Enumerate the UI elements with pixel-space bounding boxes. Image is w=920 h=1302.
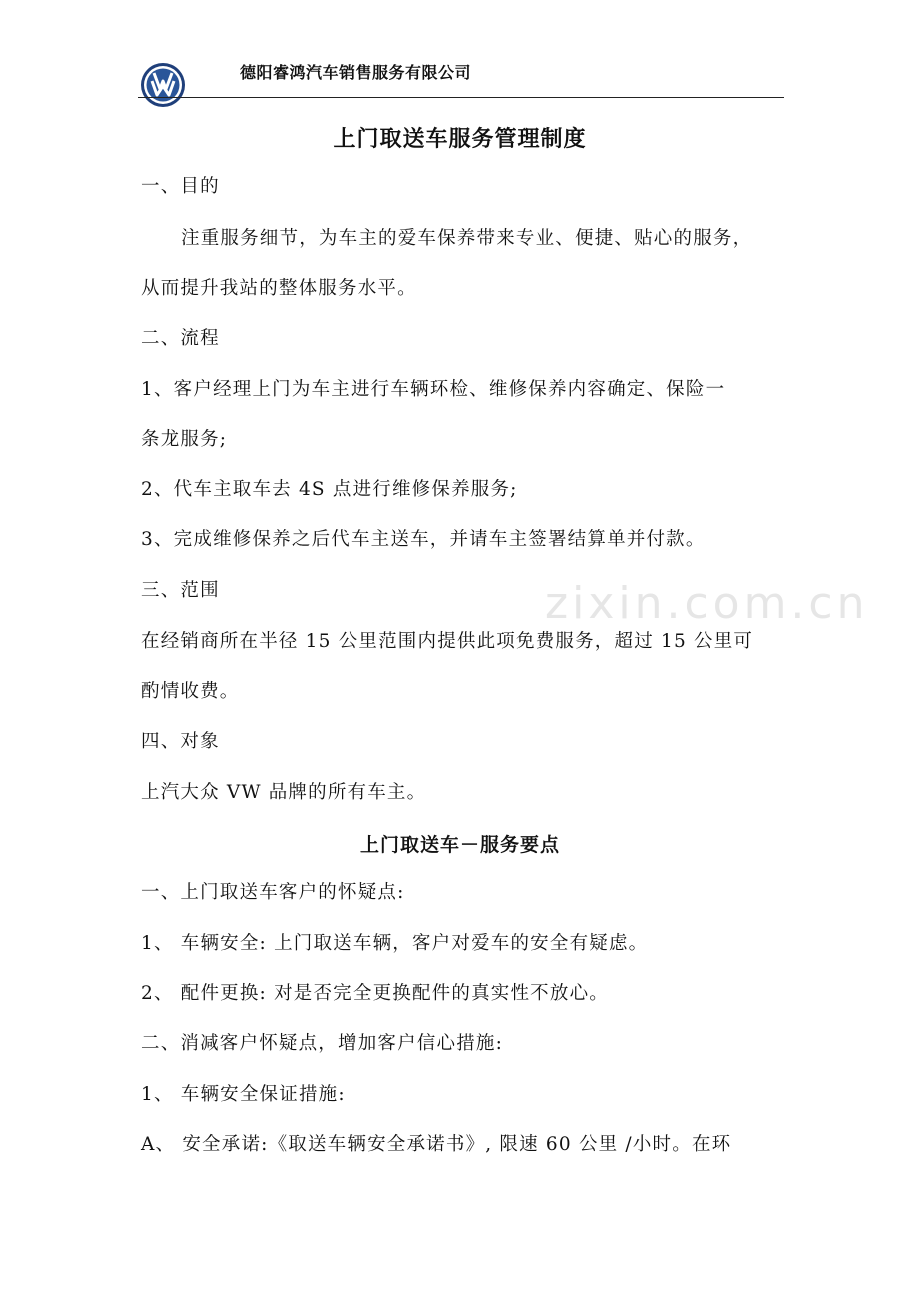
- company-name: 德阳睿鸿汽车销售服务有限公司: [240, 63, 472, 82]
- list-item: 3、完成维修保养之后代车主送车，并请车主签署结算单并付款。: [141, 529, 706, 550]
- paragraph: 上汽大众 VW 品牌的所有车主。: [141, 782, 427, 803]
- section-heading-target: 四、对象: [141, 731, 220, 752]
- paragraph: 从而提升我站的整体服务水平。: [141, 278, 417, 299]
- list-item: 条龙服务;: [141, 429, 228, 450]
- list-item: 1、 车辆安全: 上门取送车辆，客户对爱车的安全有疑虑。: [141, 933, 649, 954]
- vw-logo-icon: [140, 62, 186, 108]
- page-header: [138, 58, 784, 106]
- list-item: A、 安全承诺:《取送车辆安全承诺书》, 限速 60 公里 /小时。在环: [141, 1134, 732, 1155]
- watermark: zixin.com.cn: [545, 578, 869, 629]
- section-heading-measures: 二、消减客户怀疑点，增加客户信心措施:: [141, 1033, 504, 1054]
- section-heading-process: 二、流程: [141, 328, 220, 349]
- section-heading-concerns: 一、上门取送车客户的怀疑点:: [141, 882, 405, 903]
- section-subtitle: 上门取送车－服务要点: [359, 834, 560, 856]
- list-item: 2、代车主取车去 4S 点进行维修保养服务;: [141, 479, 518, 500]
- paragraph: 酌情收费。: [141, 681, 240, 702]
- header-divider: [138, 97, 784, 98]
- paragraph: 注重服务细节，为车主的爱车保养带来专业、便捷、贴心的服务，: [181, 228, 753, 249]
- section-heading-scope: 三、范围: [141, 580, 220, 601]
- section-heading-purpose: 一、目的: [141, 176, 220, 197]
- list-item: 1、 车辆安全保证措施:: [141, 1084, 346, 1105]
- list-item: 1、客户经理上门为车主进行车辆环检、维修保养内容确定、保险一: [141, 379, 726, 400]
- page-title: 上门取送车服务管理制度: [333, 127, 587, 152]
- paragraph: 在经销商所在半径 15 公里范围内提供此项免费服务，超过 15 公里可: [141, 631, 754, 652]
- list-item: 2、 配件更换: 对是否完全更换配件的真实性不放心。: [141, 983, 609, 1004]
